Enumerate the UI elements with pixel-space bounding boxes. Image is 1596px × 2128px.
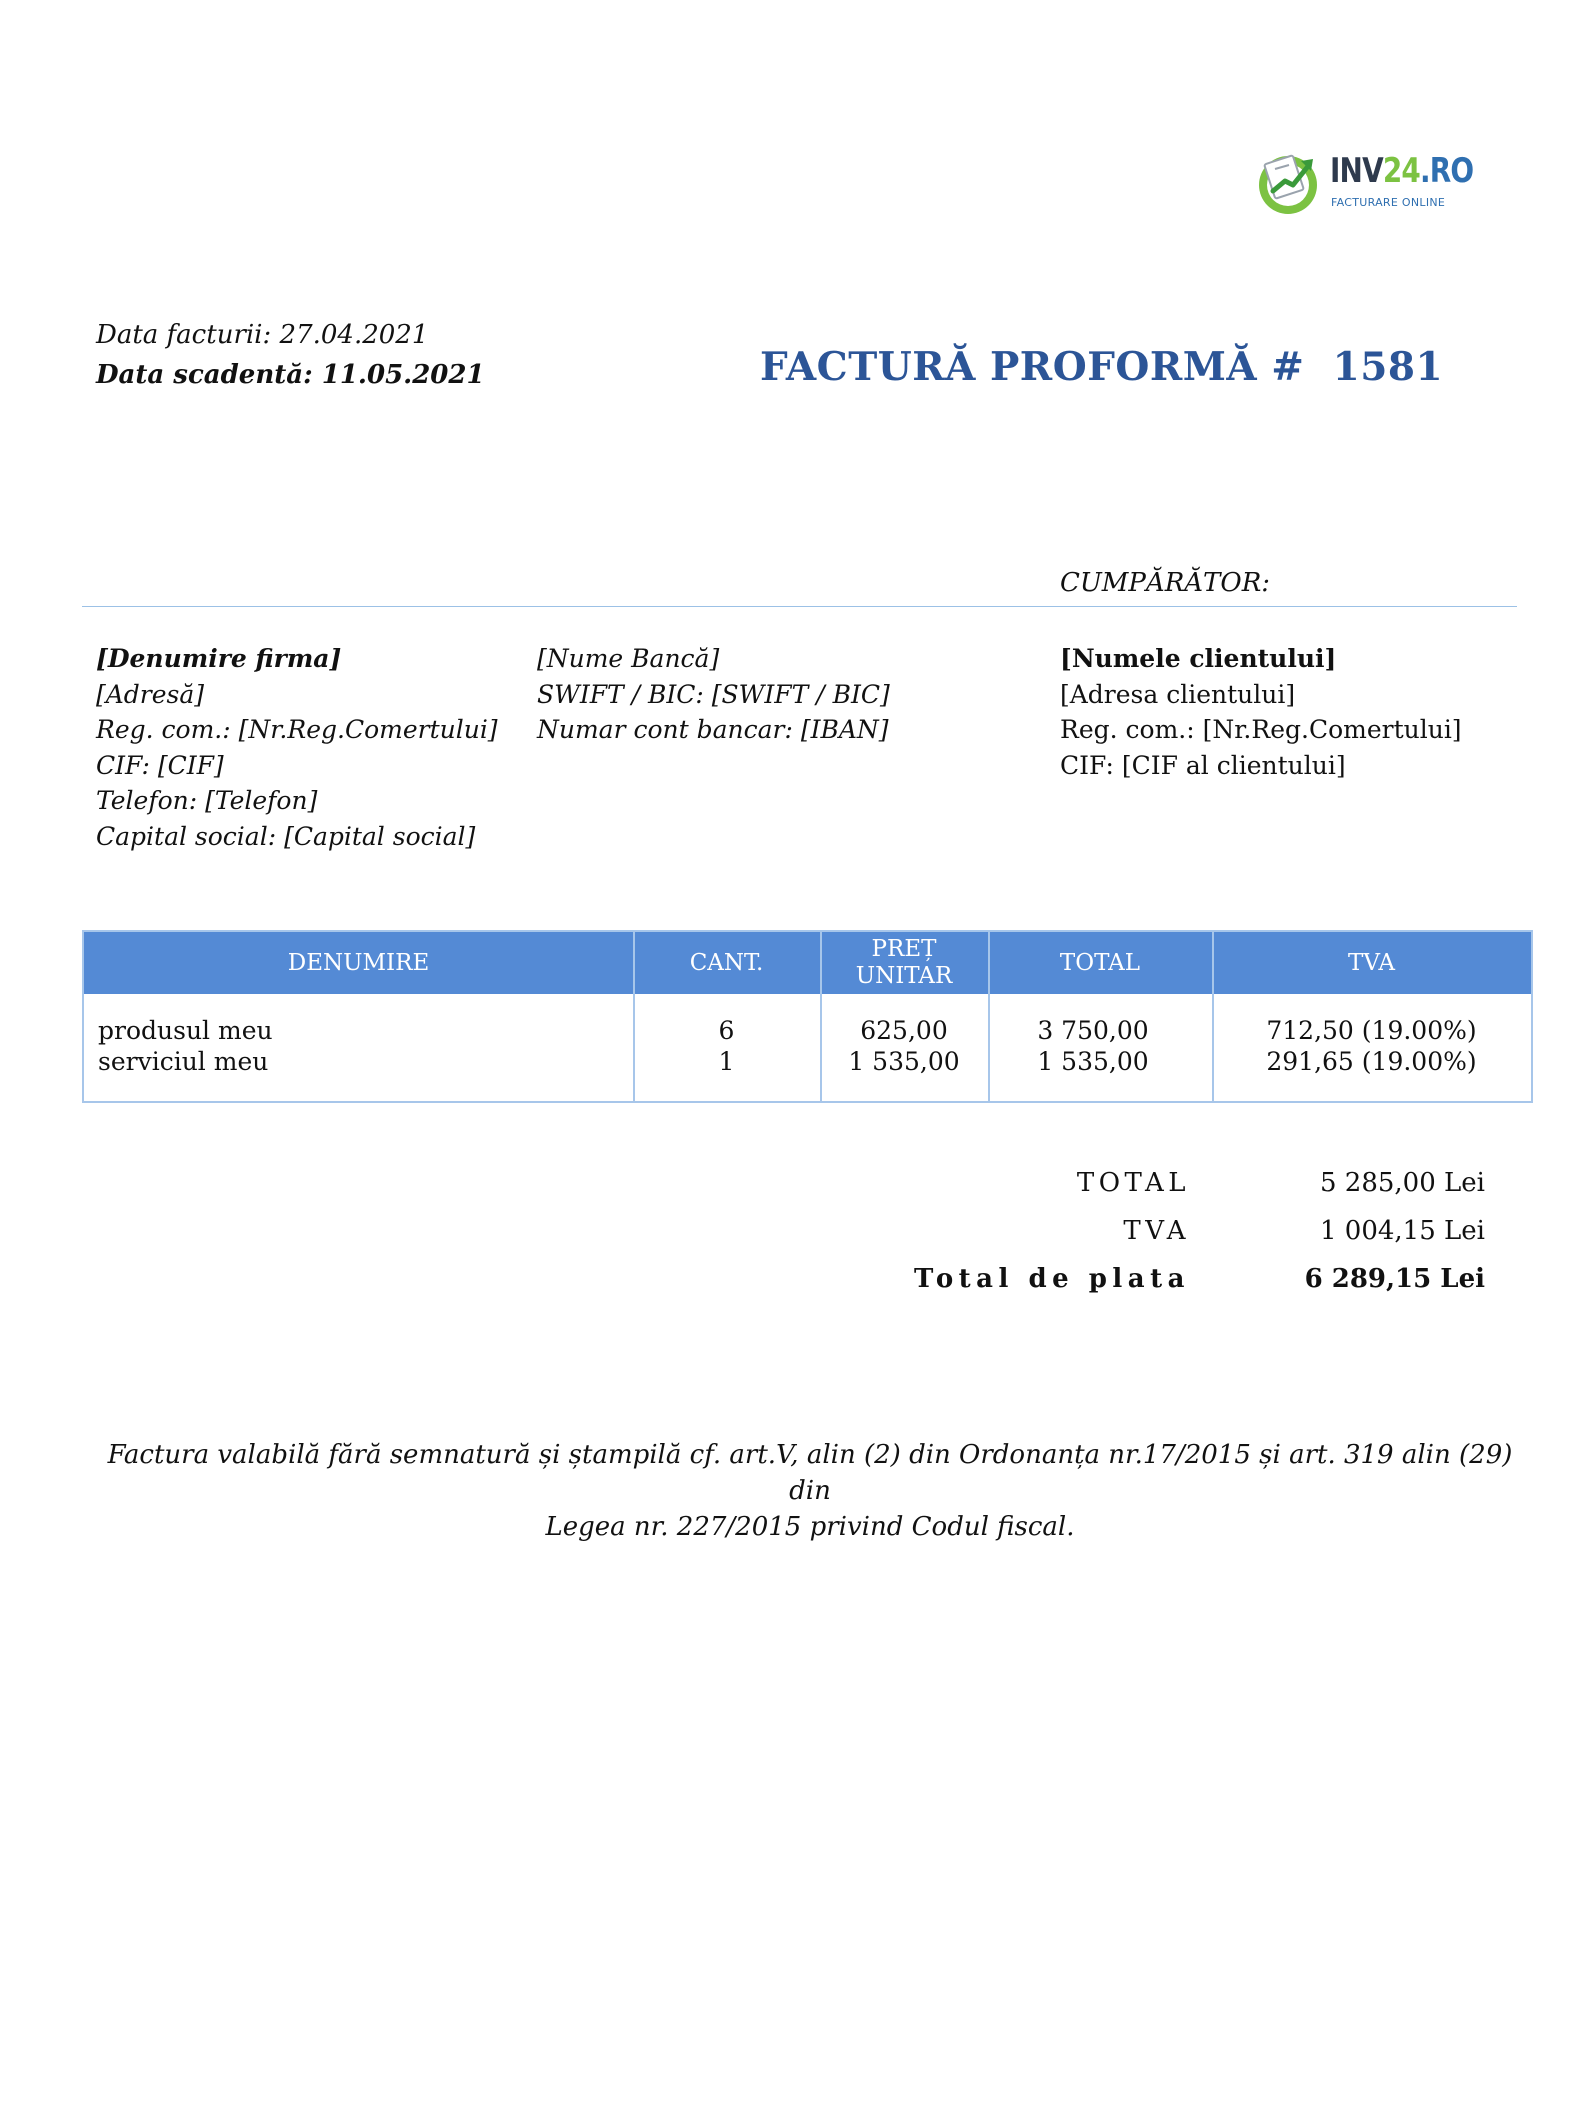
logo-tagline: FACTURARE ONLINE bbox=[1331, 196, 1446, 209]
seller-capital: Capital social: [Capital social] bbox=[96, 821, 476, 851]
client-name: [Numele clientului] bbox=[1060, 644, 1337, 673]
legal-note-line2: Legea nr. 227/2015 privind Codul fiscal. bbox=[545, 1512, 1075, 1542]
column-names bbox=[98, 1015, 273, 1077]
table-row-vat: 712,50 (19.00%) bbox=[1266, 1016, 1477, 1045]
header-total: TOTAL bbox=[1059, 949, 1141, 976]
invoice-title: FACTURĂ PROFORMĂ # 1581 bbox=[760, 344, 1444, 390]
grand-total-value: 6 289,15 Lei bbox=[1304, 1264, 1485, 1294]
header-vat: TVA bbox=[1348, 949, 1395, 976]
logo-wordmark: INV24.RO bbox=[1330, 151, 1474, 191]
totals-row-total bbox=[900, 1168, 1500, 1208]
column-qty bbox=[633, 1015, 820, 1077]
logo-badge-icon bbox=[1255, 147, 1325, 217]
client-address: [Adresa clientului] bbox=[1060, 679, 1296, 709]
table-row-vat: 291,65 (19.00%) bbox=[1266, 1047, 1477, 1076]
seller-phone: Telefon: [Telefon] bbox=[96, 786, 318, 815]
due-date: Data scadentă: 11.05.2021 bbox=[96, 360, 485, 390]
column-vat bbox=[1212, 1015, 1531, 1077]
client-info bbox=[1060, 641, 1462, 783]
table-row-qty: 6 bbox=[718, 1016, 735, 1045]
company-logo bbox=[1255, 145, 1474, 220]
bank-info bbox=[537, 641, 890, 748]
bank-account: Numar cont bancar: [IBAN] bbox=[537, 715, 889, 744]
client-reg: Reg. com.: [Nr.Reg.Comertului] bbox=[1060, 715, 1462, 744]
header-name: DENUMIRE bbox=[287, 949, 430, 976]
invoice-dates bbox=[96, 315, 485, 395]
vat-value: 1 004,15 Lei bbox=[1319, 1216, 1485, 1246]
header-unit-price-line1: PREȚ bbox=[871, 936, 937, 962]
column-total bbox=[988, 1015, 1198, 1077]
total-label: TOTAL bbox=[1076, 1168, 1190, 1198]
totals-row-vat bbox=[900, 1216, 1500, 1256]
seller-address: [Adresă] bbox=[96, 679, 205, 709]
table-row-qty: 1 bbox=[718, 1047, 735, 1076]
header-unit-price-line2: UNITAR bbox=[855, 963, 953, 989]
seller-cif: CIF: [CIF] bbox=[96, 750, 224, 780]
issue-date: Data facturii: 27.04.2021 bbox=[96, 320, 429, 350]
buyer-heading: CUMPĂRĂTOR: bbox=[1060, 568, 1271, 598]
table-row-total: 3 750,00 bbox=[1037, 1016, 1149, 1045]
table-row-name: serviciul meu bbox=[98, 1047, 269, 1076]
table-row-total: 1 535,00 bbox=[1037, 1047, 1149, 1076]
items-table bbox=[82, 930, 1533, 1103]
vat-label: TVA bbox=[1123, 1216, 1190, 1246]
seller-reg: Reg. com.: [Nr.Reg.Comertului] bbox=[96, 715, 498, 744]
table-row-name: produsul meu bbox=[98, 1016, 273, 1045]
total-value: 5 285,00 Lei bbox=[1319, 1168, 1485, 1198]
header-unit-price bbox=[820, 932, 988, 994]
legal-note-line1: Factura valabilă fără semnatură și ștampilă cf. art.V, alin (2) din Ordonanța nr.17/2015 și art. 319 alin (29) din bbox=[107, 1440, 1513, 1506]
totals-row-grand bbox=[900, 1264, 1500, 1304]
bank-swift: SWIFT / BIC: [SWIFT / BIC] bbox=[537, 679, 890, 709]
table-row-price: 1 535,00 bbox=[848, 1047, 960, 1076]
header-divider bbox=[82, 606, 1517, 607]
client-cif: CIF: [CIF al clientului] bbox=[1060, 750, 1346, 780]
seller-info bbox=[96, 641, 498, 854]
column-unit-price bbox=[820, 1015, 988, 1077]
seller-name: [Denumire firma] bbox=[96, 644, 342, 673]
table-row-price: 625,00 bbox=[860, 1016, 948, 1045]
grand-total-label: Total de plata bbox=[913, 1264, 1190, 1294]
bank-name: [Nume Bancă] bbox=[537, 644, 720, 673]
legal-note bbox=[100, 1437, 1520, 1545]
header-qty: CANT. bbox=[689, 949, 764, 976]
